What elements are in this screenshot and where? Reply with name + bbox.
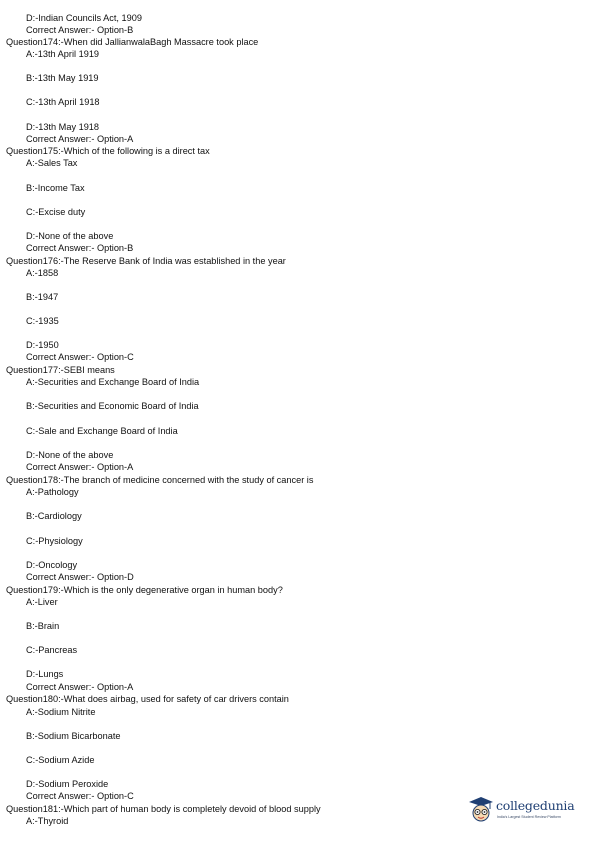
option-line: D:-Indian Councils Act, 1909: [26, 13, 142, 23]
option-line: D:-13th May 1918: [26, 122, 100, 132]
option-line: C:-Sale and Exchange Board of India: [26, 426, 178, 436]
option-line: C:-Sodium Azide: [26, 755, 95, 765]
option-line: A:-Pathology: [26, 487, 79, 497]
logo-wordmark: collegedunia: [496, 798, 575, 813]
question-line: Question178:-The branch of medicine concerned with the study of cancer is: [6, 475, 314, 485]
option-line: B:-Income Tax: [26, 183, 85, 193]
option-line: A:-Thyroid: [26, 816, 69, 826]
option-line: D:-Lungs: [26, 669, 64, 679]
question-line: Question180:-What does airbag, used for safety of car drivers contain: [6, 694, 289, 704]
option-line: B:-Brain: [26, 621, 60, 631]
question-line: Question174:-When did JallianwalaBagh Massacre took place: [6, 37, 259, 47]
option-line: A:-13th April 1919: [26, 49, 100, 59]
option-line: B:-Cardiology: [26, 511, 82, 521]
question-line: Question179:-Which is the only degenerative organ in human body?: [6, 585, 283, 595]
option-line: D:-Oncology: [26, 560, 78, 570]
option-line: A:-Sales Tax: [26, 158, 78, 168]
option-line: C:-13th April 1918: [26, 97, 100, 107]
option-line: C:-Excise duty: [26, 207, 86, 217]
option-line: C:-Pancreas: [26, 645, 78, 655]
option-line: B:-Sodium Bicarbonate: [26, 731, 121, 741]
option-line: A:-Liver: [26, 597, 58, 607]
option-line: D:-1950: [26, 340, 59, 350]
option-line: B:-Securities and Economic Board of India: [26, 401, 199, 411]
option-line: D:-None of the above: [26, 450, 114, 460]
option-line: B:-1947: [26, 292, 59, 302]
correct-answer-line: Correct Answer:- Option-C: [26, 352, 134, 362]
option-line: B:-13th May 1919: [26, 73, 99, 83]
option-line: A:-1858: [26, 268, 59, 278]
question-line: Question175:-Which of the following is a direct tax: [6, 146, 210, 156]
option-line: A:-Securities and Exchange Board of India: [26, 377, 200, 387]
collegedunia-logo: [468, 796, 578, 826]
option-line: C:-1935: [26, 316, 59, 326]
question-line: Question177:-SEBI means: [6, 365, 115, 375]
option-line: D:-Sodium Peroxide: [26, 779, 109, 789]
correct-answer-line: Correct Answer:- Option-A: [26, 134, 134, 144]
correct-answer-line: Correct Answer:- Option-A: [26, 462, 134, 472]
option-line: D:-None of the above: [26, 231, 114, 241]
question-line: Question181:-Which part of human body is completely devoid of blood supply: [6, 804, 321, 814]
option-line: A:-Sodium Nitrite: [26, 707, 96, 717]
question-line: Question176:-The Reserve Bank of India was established in the year: [6, 256, 286, 266]
correct-answer-line: Correct Answer:- Option-D: [26, 572, 134, 582]
logo-tagline: India's Largest Student Review Platform: [497, 815, 561, 819]
option-line: C:-Physiology: [26, 536, 83, 546]
correct-answer-line: Correct Answer:- Option-C: [26, 791, 134, 801]
correct-answer-line: Correct Answer:- Option-B: [26, 243, 134, 253]
mascot-icon: [468, 796, 494, 824]
correct-answer-line: Correct Answer:- Option-B: [26, 25, 134, 35]
correct-answer-line: Correct Answer:- Option-A: [26, 682, 134, 692]
